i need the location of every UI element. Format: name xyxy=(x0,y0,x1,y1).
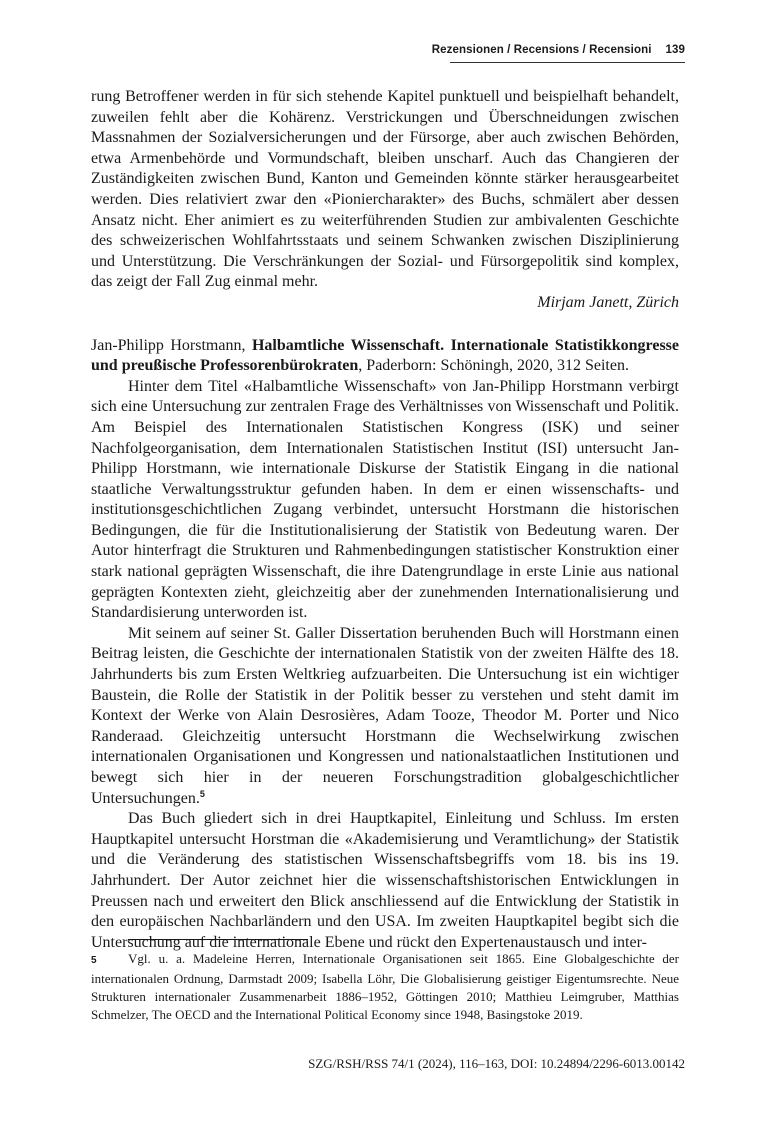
header-rule xyxy=(450,62,685,63)
footnote-text: Vgl. u. a. Madeleine Herren, Internationale Organisationen seit 1865. Eine Globalgeschichte der internationalen Ordnung, Darmstadt 2009; Isabella Löhr, Die Globalisierung geistiger Eigentumsrechte. Neue Strukturen internationaler Zusammenarbeit 1886–1952, Göttingen 2010; Matthieu Leimgruber, Matthias Schmelzer, The OECD and the International Political Economy since 1948, Basingstoke 2019. xyxy=(91,951,679,1022)
journal-citation: SZG/RSH/RSS 74/1 (2024), 116–163, DOI: 10.24894/2296-6013.00142 xyxy=(308,1056,685,1071)
paragraph-text: Mit seinem auf seiner St. Galler Dissertation beruhenden Buch will Horstmann einen Beitrag leisten, die Geschichte der internationalen Statistik von der zweiten Hälfte des 18. Jahrhunderts bis zum Ersten Weltkrieg aufzuarbeiten. Die Untersuchung ist ein wichtiger Baustein, die Rolle der Statistik in der Politik besser zu verstehen und steht damit im Kontext der Werke von Alain Desrosières, Adam Tooze, Theodor M. Porter und Nico Randeraad. Gleichzeitig untersucht Horstmann die Wechselwirkung zwischen internationalen Organisationen und Kongressen und nationalstaatlichen Institutionen und bewegt sich hier in der neueren Forschungstradition globalgeschichtlicher Untersuchungen. xyxy=(91,624,679,807)
review2-paragraph-2 xyxy=(91,624,679,809)
main-text xyxy=(91,87,679,953)
footnote-rule xyxy=(128,939,308,940)
footnote xyxy=(91,950,679,1024)
page-number: 139 xyxy=(665,44,685,56)
footnote-reference: 5 xyxy=(199,788,205,799)
footnote-number: 5 xyxy=(91,955,97,966)
running-title: Rezensionen / Recensions / Recensioni xyxy=(431,44,652,56)
review-book-title: Halbamtliche Wissenschaft. Internationale Statistikkongresse und preußische Professorenbürokraten xyxy=(91,336,679,375)
review2-paragraph-1: Hinter dem Titel «Halbamtliche Wissenschaft» von Jan-Philipp Horstmann verbirgt sich eine Untersuchung zur zentralen Frage des Verhältnisses von Wissenschaft und Politik. Am Beispiel des Internationalen Statistischen Kongress (ISK) und seiner Nachfolgeorganisation, dem Internationalen Statistischen Institut (ISI) untersucht Jan-Philipp Horstmann, wie internationale Diskurse der Statistik Eingang in die national staatliche Verwaltungsstruktur gefunden haben. In dem er einen wissenschafts- und institutionsgeschichtlichen Zugang verbindet, untersucht Horstmann die historischen Bedingungen, die für die Institutionalisierung der Statistik von Bedeutung waren. Der Autor hinterfragt die Strukturen und Rahmenbedingungen statistischer Konstruktion einer stark national geprägten Wissenschaft, die ihre Datengrundlage in erste Linie aus national geprägten Kontexten zieht, gleichzeitig aber der zunehmenden Internationalisierung und Standardisierung unterworden ist. xyxy=(91,377,679,622)
running-head xyxy=(432,44,685,56)
review-bibliographic-heading xyxy=(91,336,679,377)
review1-paragraph: rung Betroffener werden in für sich stehende Kapitel punktuell und beispielhaft behandelt, zuweilen fehlt aber die Kohärenz. Verstrickungen und Überschneidungen zwischen Massnahmen der Sozialversicherungen und der Fürsorge, aber auch zwischen Behörden, etwa Armenbehörde und Vormundschaft, bleiben unscharf. Auch das Changieren der Zuständigkeiten zwischen Bund, Kanton und Gemeinden könnte stärker herausgearbeitet werden. Dies relativiert zwar den «Pioniercharakter» des Buchs, schmälert aber dessen Ansatz nicht. Eher animiert es zu weiterführenden Studien zur ambivalenten Geschichte des schweizerischen Wohlfahrtsstaats und seinem Schwanken zwischen Disziplinierung und Unterstützung. Die Verschränkungen der Sozial- und Fürsorgepolitik sind komplex, das zeigt der Fall Zug einmal mehr. xyxy=(91,88,679,291)
review-author: Jan-Philipp Horstmann, xyxy=(91,336,252,354)
review-publication: , Paderborn: Schöningh, 2020, 312 Seiten. xyxy=(358,357,629,375)
review2-paragraph-3: Das Buch gliedert sich in drei Hauptkapitel, Einleitung und Schluss. Im ersten Hauptkapitel untersucht Horstman die «Akademisierung und Veramtlichung» der Statistik und die Veränderung des statistischen Wissenschaftsbegriffs vom 18. bis ins 19. Jahrhundert. Der Autor zeichnet hier die wissenschaftshistorischen Entwicklungen in Preussen nach und erweitert den Blick anschliessend auf die Entwicklung der Statistik in den europäischen Nachbarländern und den USA. Im zweiten Hauptkapitel begibt sich die Untersuchung auf die internationale Ebene und rückt den Expertenaustausch und inter- xyxy=(91,810,679,951)
reviewer-signature: Mirjam Janett, Zürich xyxy=(537,293,679,311)
